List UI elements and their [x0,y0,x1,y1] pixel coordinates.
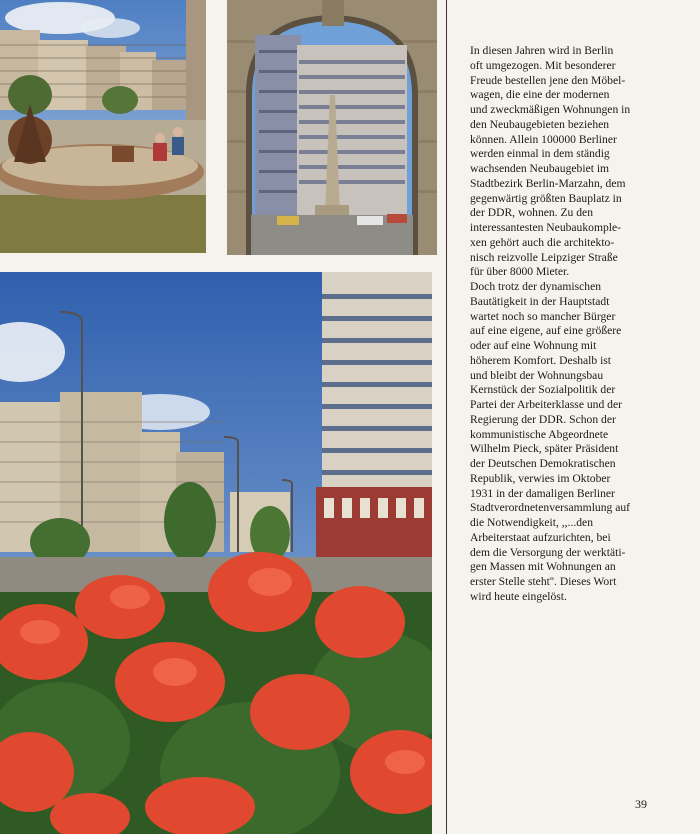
page-number: 39 [635,797,647,811]
photo-housing-estate-plaza [0,0,206,253]
photo-street-geraniums [0,272,432,834]
photo-archway-obelisk [227,0,437,255]
body-text: In diesen Jahren wird in Berlin oft umgezogen. Mit besonderer Freude bestellen jene den Möbel- wagen, die eine der modernen und zweckmäßigen Wohnungen in den Neubaugebieten beziehen können. Allein 100000 Berliner werden einmal in dem ständig wachsenden Neubaugebiet im Stadtbezirk Berlin-Marzahn, dem gegenwärtig größten Bauplatz in der DDR, wohnen. Zu den interessantesten Neubaukomple- xen gehört auch die architekto- nisch reizvolle Leipziger Straße für über 8000 Mieter. Doch trotz der dynamischen Bautätigkeit in der Hauptstadt wartet noch so mancher Bürger auf eine eigene, auf eine größere oder auf eine Wohnung mit höherem Komfort. Deshalb ist und bleibt der Wohnungsbau Kernstück der Sozialpolitik der Partei der Arbeiterklasse und der Regierung der DDR. Schon der kommunistische Abgeordnete Wilhelm Pieck, später Präsident der Deutschen Demokratischen Republik, verwies im Oktober 1931 in der damaligen Berliner Stadtverordnetenversammlung auf die Notwendigkeit, ,,...den Arbeiterstaat aufzurichten, bei dem die Versorgung der werktäti- gen Massen mit Wohnungen an erster Stelle steht''. Dieses Wort wird heute eingelöst. [470,44,631,603]
column-divider [446,0,447,834]
